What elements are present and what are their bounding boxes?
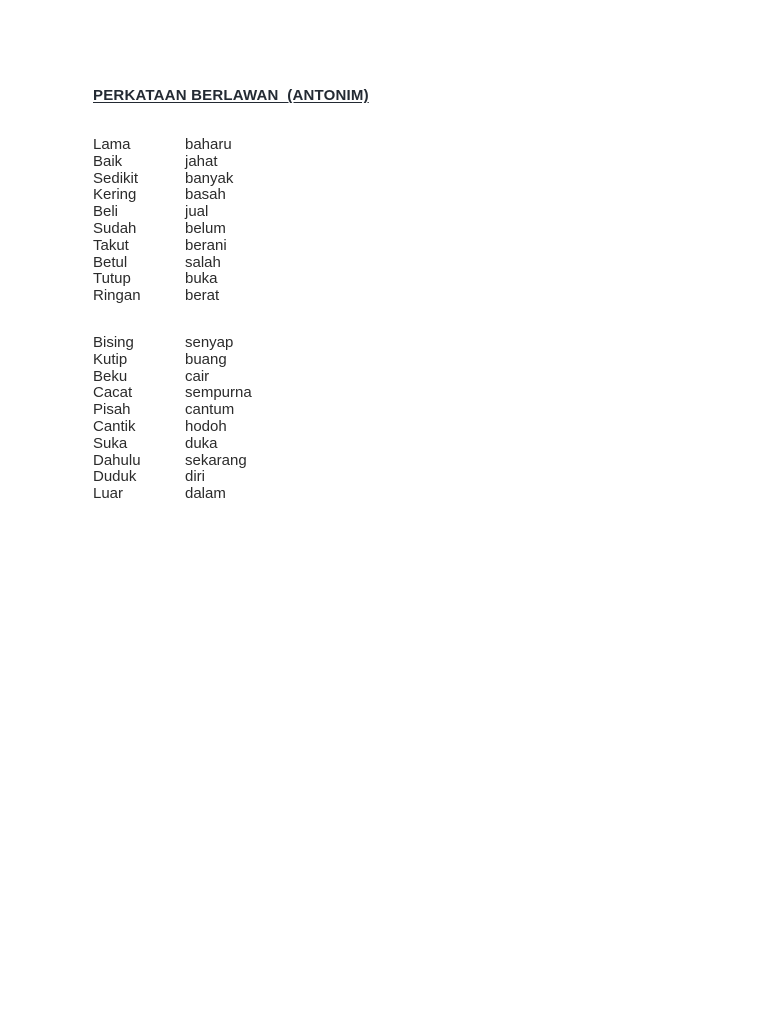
antonym-pair bbox=[93, 271, 233, 288]
antonym: senyap bbox=[185, 334, 234, 351]
word: Takut bbox=[93, 236, 129, 254]
antonym: sekarang bbox=[185, 451, 247, 469]
antonym-list-1 bbox=[93, 137, 233, 305]
antonym-pair bbox=[93, 369, 252, 386]
antonym-pair bbox=[93, 402, 252, 419]
word: Betul bbox=[93, 253, 128, 271]
antonym-pair bbox=[93, 154, 233, 171]
word: Beku bbox=[93, 367, 128, 385]
antonym: diri bbox=[185, 468, 206, 486]
word: Cantik bbox=[93, 417, 136, 435]
antonym-pair bbox=[93, 385, 252, 402]
word: Cacat bbox=[93, 384, 133, 402]
word: Luar bbox=[93, 485, 124, 503]
antonym-pair bbox=[93, 187, 233, 204]
antonym-pair bbox=[93, 335, 252, 352]
word: Ringan bbox=[93, 287, 141, 305]
antonym-pair bbox=[93, 204, 233, 221]
antonym-pair bbox=[93, 288, 233, 305]
word: Pisah bbox=[93, 401, 131, 419]
antonym-pair bbox=[93, 352, 252, 369]
word: Bising bbox=[93, 334, 134, 351]
word: Tutup bbox=[93, 270, 131, 288]
word: Sudah bbox=[93, 219, 137, 237]
antonym: cantum bbox=[185, 401, 235, 419]
antonym-pair bbox=[93, 453, 252, 470]
antonym-pair bbox=[93, 221, 233, 238]
antonym: buka bbox=[185, 270, 218, 288]
antonym: basah bbox=[185, 186, 226, 204]
antonym-pair bbox=[93, 486, 252, 503]
antonym-pair bbox=[93, 469, 252, 486]
word: Kutip bbox=[93, 350, 128, 368]
antonym-pair bbox=[93, 171, 233, 188]
antonym-pair bbox=[93, 137, 233, 154]
antonym: sempurna bbox=[185, 384, 252, 402]
antonym: belum bbox=[185, 219, 226, 237]
antonym-pair bbox=[93, 238, 233, 255]
antonym: berani bbox=[185, 236, 227, 254]
antonym-pair bbox=[93, 255, 233, 272]
word: Sedikit bbox=[93, 169, 139, 187]
antonym: baharu bbox=[185, 136, 232, 153]
word: Dahulu bbox=[93, 451, 141, 469]
antonym: hodoh bbox=[185, 417, 227, 435]
antonym-list-2 bbox=[93, 335, 252, 503]
word: Lama bbox=[93, 136, 131, 153]
document-title: PERKATAAN BERLAWAN (ANTONIM) bbox=[93, 87, 369, 104]
antonym: buang bbox=[185, 350, 227, 368]
antonym: jahat bbox=[185, 152, 218, 170]
word: Beli bbox=[93, 203, 119, 221]
antonym: cair bbox=[185, 367, 210, 385]
antonym: jual bbox=[185, 203, 209, 221]
antonym: duka bbox=[185, 434, 218, 452]
word: Duduk bbox=[93, 468, 137, 486]
word: Suka bbox=[93, 434, 128, 452]
word: Kering bbox=[93, 186, 137, 204]
antonym: dalam bbox=[185, 485, 226, 503]
antonym: salah bbox=[185, 253, 221, 271]
antonym-pair bbox=[93, 419, 252, 436]
antonym: banyak bbox=[185, 169, 234, 187]
word: Baik bbox=[93, 152, 123, 170]
antonym-pair bbox=[93, 436, 252, 453]
antonym: berat bbox=[185, 287, 220, 305]
